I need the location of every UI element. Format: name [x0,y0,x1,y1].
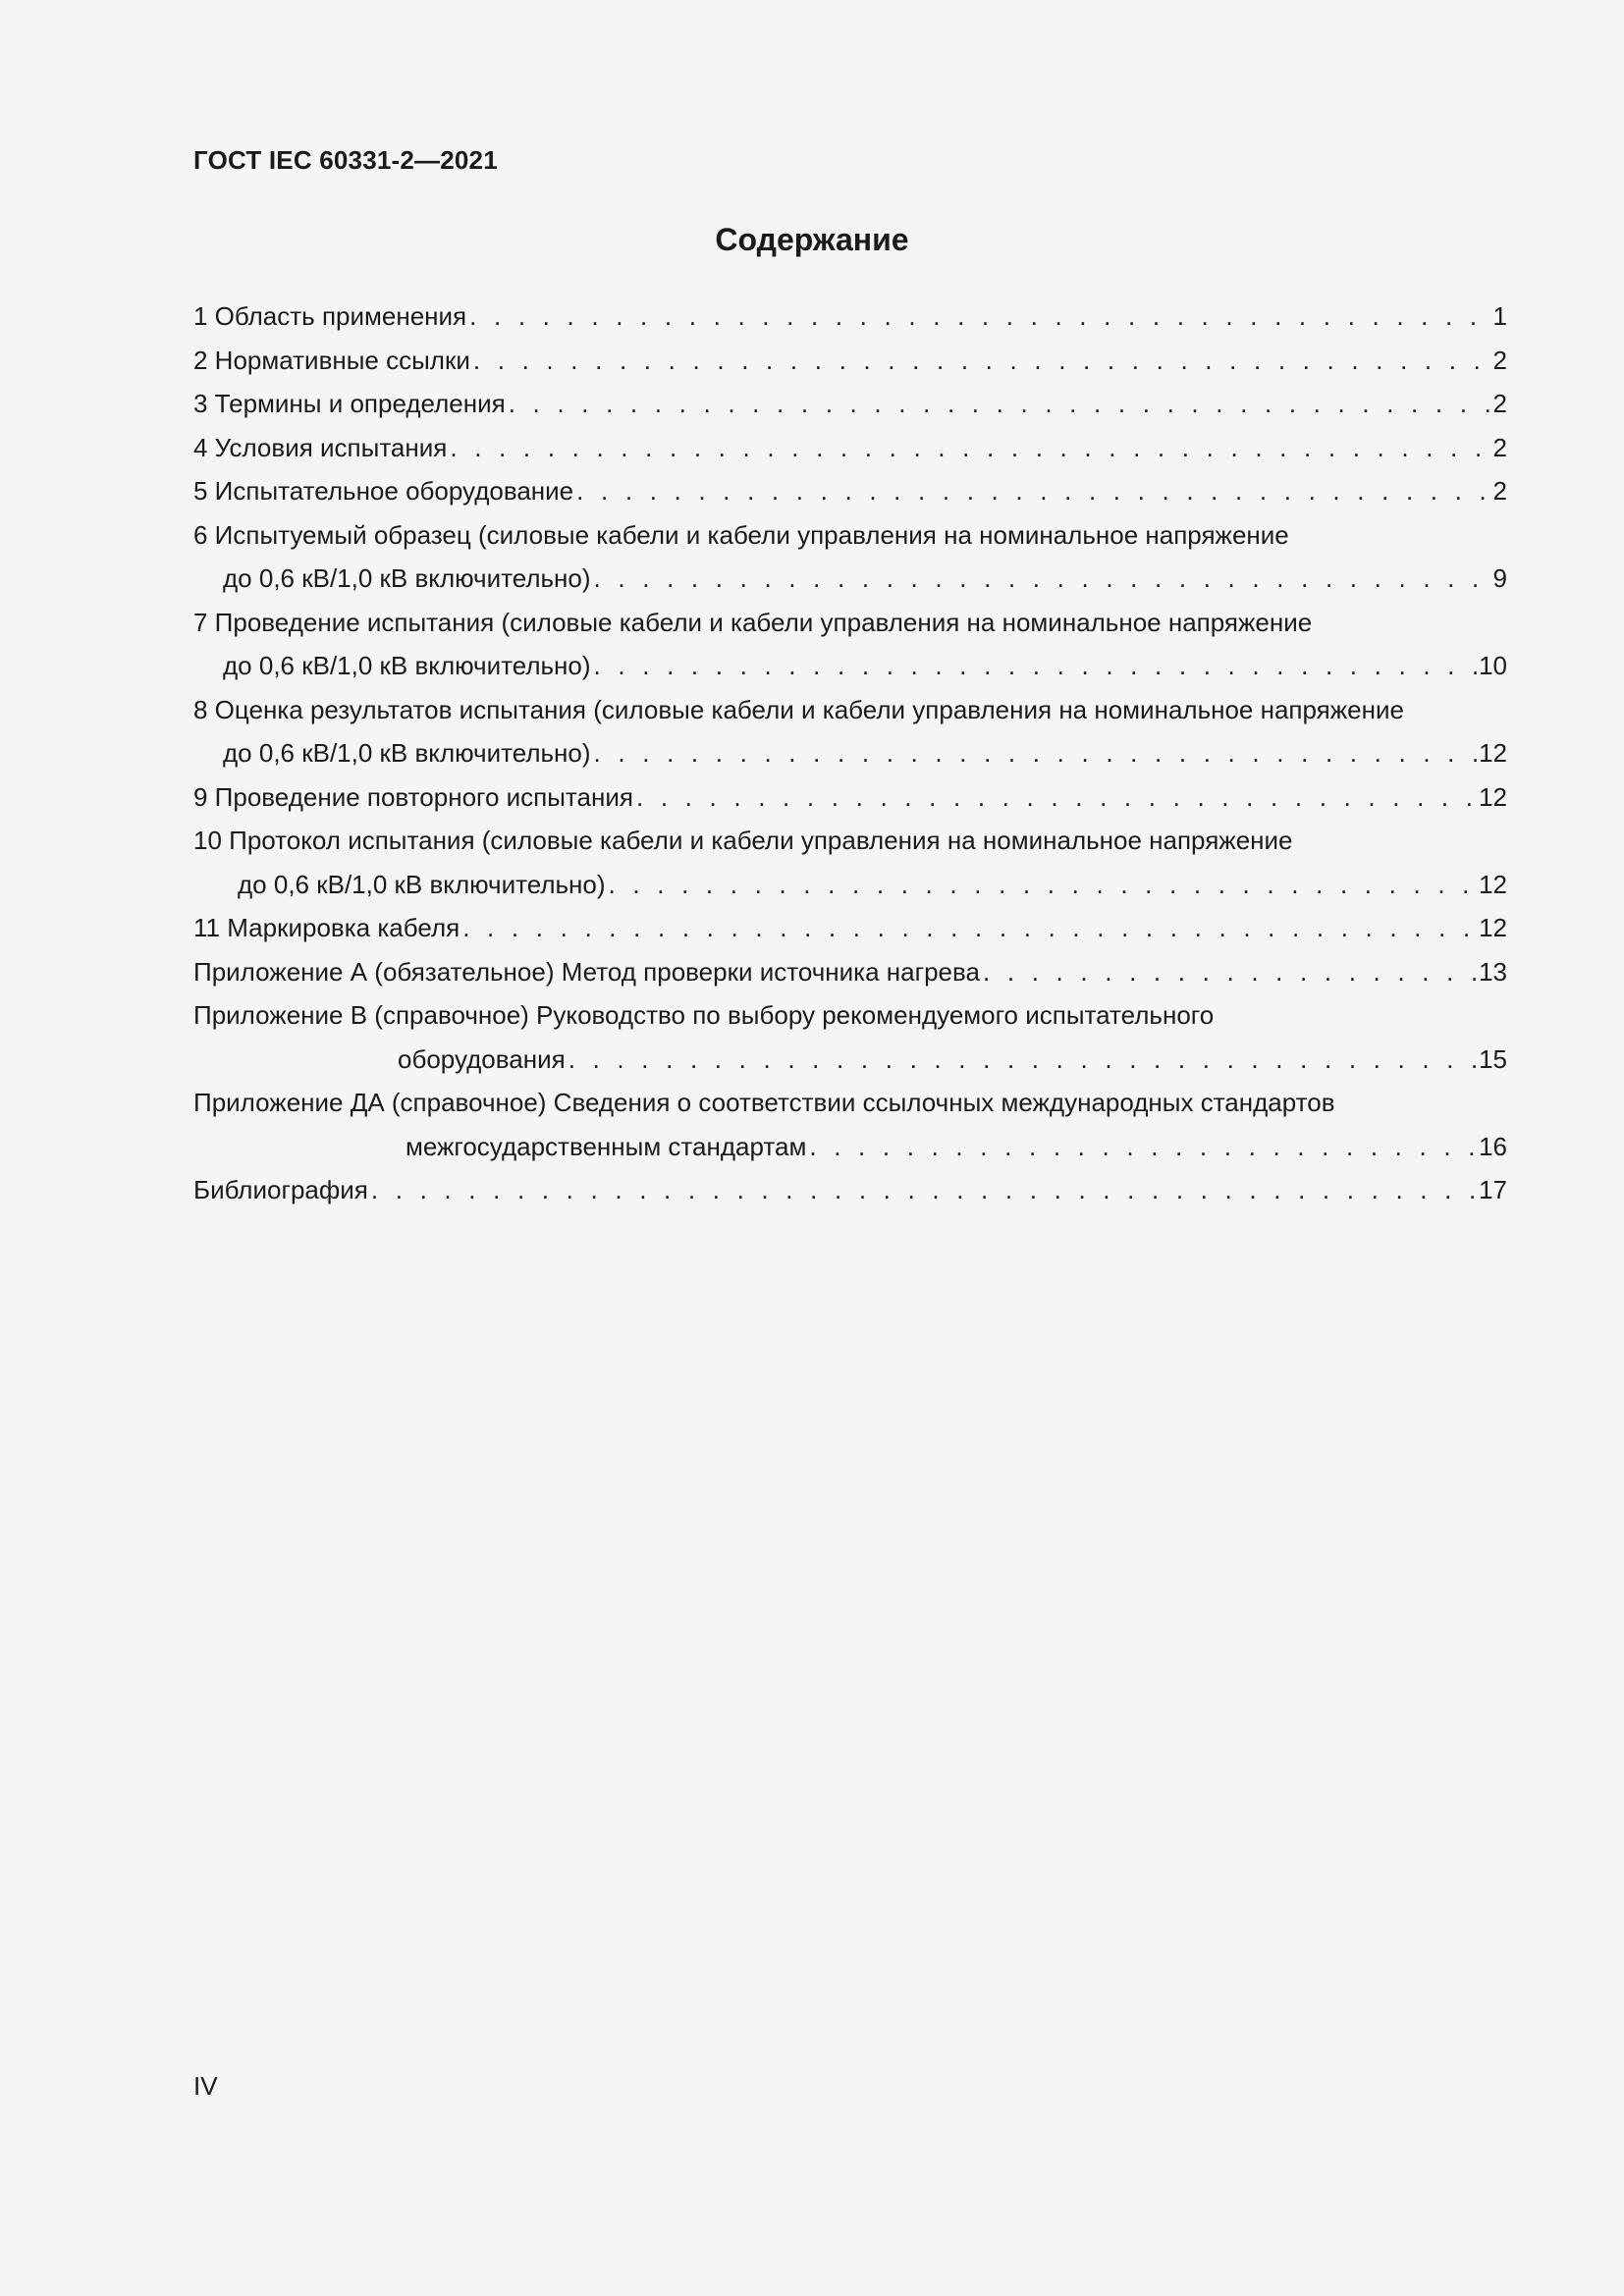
toc-entry-page: 16 [1479,1131,1507,1161]
toc-entry-8[interactable] [193,688,1507,732]
toc-entry-1[interactable] [193,294,1507,339]
toc-entry-title: 2 Нормативные ссылки [193,345,470,375]
toc-entry-7[interactable] [193,601,1507,645]
dot-leader [573,469,1490,513]
toc-entry-page: 10 [1479,651,1507,680]
dot-leader [633,775,1477,820]
toc-entry-page: 12 [1479,869,1507,899]
toc-entry-page: 12 [1479,738,1507,768]
toc-entry-8-continuation[interactable] [193,731,1507,775]
toc-entry-page: 2 [1492,345,1507,375]
toc-entry-10[interactable] [193,819,1507,863]
toc-entry-page: 2 [1492,476,1507,506]
toc-entry-page: 15 [1479,1043,1507,1074]
table-of-contents [193,294,1507,1212]
dot-leader [368,1168,1477,1212]
toc-entry-page: 17 [1479,1175,1507,1204]
toc-entry-3[interactable] [193,382,1507,426]
dot-leader [506,382,1491,426]
dot-leader [806,1125,1477,1169]
toc-entry-11[interactable] [193,906,1507,950]
toc-entry-2[interactable] [193,339,1507,383]
page-number: IV [193,2071,218,2101]
toc-entry-title: 3 Термины и определения [193,389,506,418]
toc-entry-annex-da[interactable] [193,1081,1507,1125]
toc-entry-annex-b[interactable] [193,993,1507,1038]
dot-leader [591,731,1478,775]
toc-entry-bibliography[interactable] [193,1168,1507,1212]
toc-entry-4[interactable] [193,426,1507,470]
dot-leader [460,906,1477,950]
toc-entry-title: 4 Условия испытания [193,432,448,462]
toc-entry-title: 8 Оценка результатов испытания (силовые кабели и кабели управления на номинальное напряжение [193,694,1404,724]
dot-leader [606,863,1478,907]
toc-entry-title: Приложение ДА (справочное) Сведения о соответствии ссылочных международных стандартов [193,1088,1335,1117]
toc-entry-annex-da-continuation[interactable] [193,1125,1507,1169]
toc-entry-page: 9 [1492,563,1507,593]
toc-entry-page: 2 [1492,389,1507,418]
dot-leader [466,294,1490,339]
toc-entry-title-cont: до 0,6 кВ/1,0 кВ включительно) [223,651,591,680]
toc-entry-title: 9 Проведение повторного испытания [193,781,633,812]
toc-entry-title: Библиография [193,1175,368,1204]
toc-entry-title: 11 Маркировка кабеля [193,913,460,942]
toc-entry-title-cont: межгосударственным стандартам [406,1131,807,1161]
toc-entry-page: 2 [1492,432,1507,462]
toc-title: Содержание [715,222,909,257]
toc-entry-page: 1 [1492,301,1507,331]
dot-leader [591,644,1478,688]
dot-leader [566,1038,1477,1082]
toc-entry-title-cont: до 0,6 кВ/1,0 кВ включительно) [238,869,606,899]
dot-leader [980,950,1477,994]
toc-entry-title: 6 Испытуемый образец (силовые кабели и кабели управления на номинальное напряжение [193,519,1289,550]
toc-entry-title: 7 Проведение испытания (силовые кабели и кабели управления на номинальное напряжение [193,607,1313,637]
toc-entry-page: 13 [1479,956,1507,987]
toc-entry-title: 1 Область применения [193,301,467,331]
dot-leader [447,426,1490,470]
toc-entry-title: Приложение А (обязательное) Метод проверки источника нагрева [193,956,980,987]
toc-entry-annex-b-continuation[interactable] [193,1038,1507,1082]
toc-entry-5[interactable] [193,469,1507,513]
toc-entry-title-cont: до 0,6 кВ/1,0 кВ включительно) [223,563,591,593]
document-code: ГОСТ IEC 60331-2—2021 [193,145,498,175]
toc-entry-title: Приложение В (справочное) Руководство по выбору рекомендуемого испытательного [193,1000,1215,1030]
toc-entry-6[interactable] [193,513,1507,558]
toc-entry-page: 12 [1479,913,1507,942]
toc-entry-9[interactable] [193,775,1507,820]
dot-leader [470,339,1491,383]
toc-entry-7-continuation[interactable] [193,644,1507,688]
toc-entry-title: 5 Испытательное оборудование [193,476,574,506]
toc-entry-page: 12 [1479,781,1507,812]
toc-entry-title-cont: до 0,6 кВ/1,0 кВ включительно) [223,738,591,768]
toc-entry-10-continuation[interactable] [193,863,1507,907]
toc-entry-6-continuation[interactable] [193,557,1507,601]
toc-entry-title-cont: оборудования [398,1043,566,1074]
toc-entry-annex-a[interactable] [193,950,1507,994]
toc-entry-title: 10 Протокол испытания (силовые кабели и кабели управления на номинальное напряжение [193,826,1293,855]
dot-leader [591,557,1491,601]
